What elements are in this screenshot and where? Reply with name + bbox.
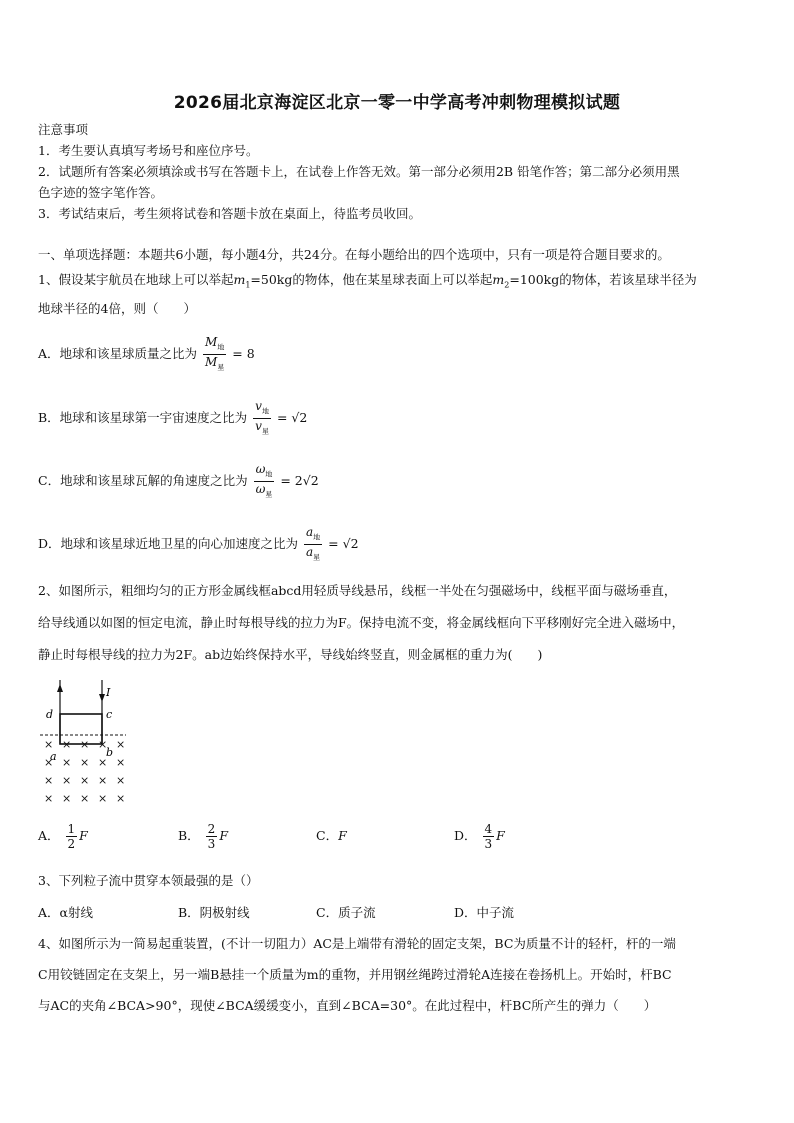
field-cross: ×	[62, 792, 72, 805]
q2-stem-line1: 2、如图所示，粗细均匀的正方形金属线框abcd用轻质导线悬吊，线框一半处在匀强磁场中，线框平面与磁场垂直，	[38, 583, 677, 598]
q2-option-d[interactable]: D． $\frac{4}{3}$ F	[454, 822, 505, 851]
field-cross: ×	[80, 774, 90, 787]
q1-m1-sub: 1	[245, 280, 251, 290]
field-cross: ×	[116, 792, 126, 805]
notice-item-2: 2．试题所有答案必须填涂或书写在答题卡上，在试卷上作答无效。第一部分必须用2B 铅笔作答；第二部分必须用黑	[38, 164, 680, 179]
field-cross: ×	[62, 756, 72, 769]
field-cross: ×	[98, 756, 108, 769]
q1-option-a-label: A．地球和该星球质量之比为	[38, 346, 198, 361]
arrow-right-icon	[99, 694, 105, 702]
q1-stem-line2: 地球半径的4倍，则（ ）	[38, 301, 196, 316]
q1-option-b-fraction: $\frac{v_地}{v_星}$	[255, 398, 269, 436]
q1-m1: m	[233, 272, 246, 287]
field-cross: ×	[116, 738, 126, 751]
label-c: c	[106, 708, 113, 721]
q2-option-a-fraction: $\frac{1}{2}$	[67, 822, 76, 851]
q2-stem-line3: 静止时每根导线的拉力为2F。ab边始终保持水平，导线始终竖直，则金属框的重力为( )	[38, 647, 543, 662]
q3-option-c[interactable]: C．质子流	[316, 905, 376, 920]
notice-item-3: 3．考试结束后，考生须将试卷和答题卡放在桌面上，待监考员收回。	[38, 206, 421, 221]
label-a: a	[50, 750, 57, 763]
q1-text-b: =50kg的物体，他在某星球表面上可以举起	[250, 272, 493, 287]
field-cross: ×	[98, 792, 108, 805]
q1-option-c-fraction: $\frac{\omega_地}{\omega_星}$	[255, 461, 273, 499]
notice-item-1: 1．考生要认真填写考场号和座位序号。	[38, 143, 259, 158]
field-cross: ×	[44, 792, 54, 805]
q1-text-a: 1、假设某宇航员在地球上可以举起	[38, 272, 234, 287]
label-d: d	[46, 708, 54, 721]
field-cross: ×	[80, 756, 90, 769]
q1-option-d-label: D．地球和该星球近地卫星的向心加速度之比为	[38, 536, 299, 551]
q1-m2-sub: 2	[504, 280, 510, 290]
q2-option-c[interactable]: C．F	[316, 828, 347, 843]
field-cross: ×	[80, 738, 90, 751]
notice-item-2-cont: 色字迹的签字笔作答。	[38, 185, 164, 200]
field-cross: ×	[44, 738, 54, 751]
q3-option-d[interactable]: D．中子流	[454, 905, 515, 920]
field-cross: ×	[98, 738, 108, 751]
q1-option-a[interactable]	[38, 334, 255, 374]
q3-option-a[interactable]: A．α射线	[38, 905, 93, 920]
field-cross: ×	[62, 774, 72, 787]
field-cross: ×	[98, 774, 108, 787]
q3-option-b[interactable]: B．阴极射线	[178, 905, 250, 920]
label-I: I	[106, 686, 111, 699]
q1-option-d[interactable]	[38, 524, 359, 564]
q1-m2: m	[492, 272, 505, 287]
q1-option-b-label: B．地球和该星球第一宇宙速度之比为	[38, 410, 248, 425]
q1-option-a-rhs: = 8	[232, 346, 255, 361]
q4-stem-line3: 与AC的夹角∠BCA>90°，现使∠BCA缓缓变小，直到∠BCA=30°。在此过程中，杆BC所产生的弹力（ ）	[38, 998, 657, 1013]
q1-option-c[interactable]	[38, 461, 319, 501]
q1-option-b[interactable]	[38, 398, 307, 438]
field-cross: ×	[62, 738, 72, 751]
section-heading: 一、单项选择题：本题共6小题，每小题4分，共24分。在每小题给出的四个选项中，只有一项是符合题目要求的。	[38, 247, 670, 262]
q2-stem-line2: 给导线通以如图的恒定电流，静止时每根导线的拉力为F。保持电流不变，将金属线框向下平移刚好完全进入磁场中，	[38, 615, 685, 630]
label-b: b	[106, 746, 114, 759]
q1-option-a-fraction: $\frac{M_地}{M_星}$	[205, 334, 225, 372]
q1-option-d-rhs: = √2	[328, 536, 359, 551]
q1-option-b-rhs: = √2	[276, 410, 308, 425]
q2-figure	[36, 676, 146, 812]
q2-option-b[interactable]: B． $\frac{2}{3}$ F	[178, 822, 228, 851]
q4-stem-line1: 4、如图所示为一简易起重装置，(不计一切阻力）AC是上端带有滑轮的固定支架，BC为质量不计的轻杆，杆的一端	[38, 936, 676, 951]
q1-option-d-fraction: $\frac{a_地}{a_星}$	[306, 524, 321, 562]
q3-stem: 3、下列粒子流中贯穿本领最强的是（）	[38, 873, 259, 888]
q1-option-c-rhs: = 2√2	[280, 473, 319, 488]
field-cross: ×	[80, 792, 90, 805]
q1-option-c-label: C．地球和该星球瓦解的角速度之比为	[38, 473, 248, 488]
q2-option-a[interactable]: A． $\frac{1}{2}$ F	[38, 822, 88, 851]
q2-option-b-fraction: $\frac{2}{3}$	[207, 822, 216, 851]
field-cross: ×	[116, 756, 126, 769]
page-title: 2026届北京海淀区北京一零一中学高考冲刺物理模拟试题	[173, 93, 621, 113]
field-cross: ×	[44, 774, 54, 787]
field-cross: ×	[44, 756, 54, 769]
notice-heading: 注意事项	[38, 122, 89, 137]
q4-stem-line2: C用铰链固定在支架上，另一端B悬挂一个质量为m的重物，并用钢丝绳跨过滑轮A连接在卷扬机上。开始时，杆BC	[38, 967, 672, 982]
q1-stem-line1	[38, 271, 697, 295]
q2-option-d-fraction: $\frac{4}{3}$	[484, 822, 493, 851]
arrow-left-icon	[57, 684, 63, 692]
field-cross: ×	[116, 774, 126, 787]
q1-text-c: =100kg的物体，若该星球半径为	[509, 272, 697, 287]
